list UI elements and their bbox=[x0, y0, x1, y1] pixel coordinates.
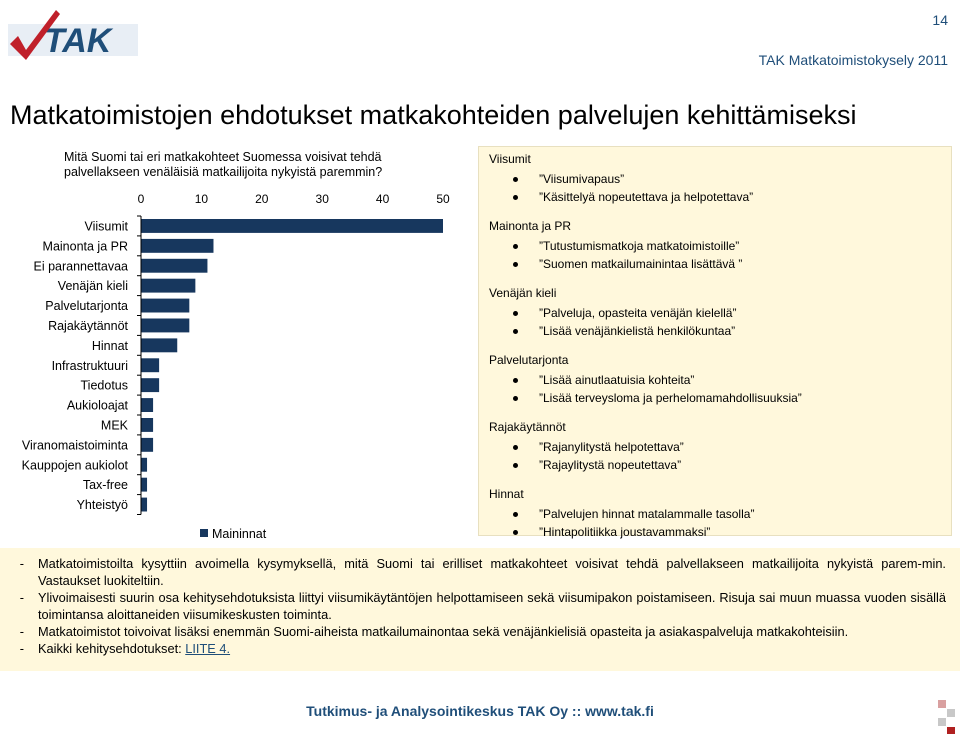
bar bbox=[141, 279, 195, 293]
decor-square bbox=[947, 727, 955, 734]
bar bbox=[141, 398, 153, 412]
category-label: Viranomaistoiminta bbox=[21, 438, 128, 453]
note-item: - Kaikki kehitysehdotukset: LIITE 4. bbox=[19, 641, 231, 656]
survey-name: TAK Matkatoimistokysely 2011 bbox=[758, 52, 948, 68]
bar bbox=[141, 299, 189, 313]
comment-item: ”Suomen matkailumainintaa lisättävä ” bbox=[489, 255, 941, 273]
x-tick-label: 10 bbox=[194, 192, 209, 206]
category-label: Venäjän kieli bbox=[57, 279, 128, 294]
note-item: - Ylivoimaisesti suurin osa kehitysehdotuksista liittyi viisumikäytäntöjen helpottamiseen sekä viisumipakon poistamiseen. Risuja sai muun muassa vuoden sisällä toimintansa aloittaneiden viisumikeskusten toiminta. bbox=[19, 590, 946, 622]
legend-label: Maininnat bbox=[212, 527, 267, 541]
bar bbox=[141, 358, 159, 372]
category-label: MEK bbox=[100, 418, 128, 433]
bar bbox=[141, 458, 147, 472]
decor-square bbox=[938, 700, 946, 708]
comment-section-heading: Palvelutarjonta bbox=[489, 353, 569, 367]
comment-item: ”Lisää ainutlaatuisia kohteita” bbox=[489, 371, 941, 389]
comment-section bbox=[489, 152, 941, 206]
category-label: Tax-free bbox=[82, 478, 128, 493]
comment-item: ”Palvelujen hinnat matalammalle tasolla” bbox=[489, 505, 941, 523]
legend-swatch bbox=[200, 529, 208, 537]
category-label: Aukioloajat bbox=[66, 398, 128, 413]
category-label: Viisumit bbox=[84, 219, 128, 234]
bar bbox=[141, 259, 207, 273]
decor-square bbox=[938, 718, 946, 726]
tak-logo bbox=[4, 6, 144, 64]
comment-section-heading: Viisumit bbox=[489, 152, 531, 166]
comment-section-heading: Mainonta ja PR bbox=[489, 219, 572, 233]
bar bbox=[141, 378, 159, 392]
notes-box bbox=[0, 548, 960, 671]
chart-question: Mitä Suomi tai eri matkakohteet Suomessa voisivat tehdä palvellakseen venäläisiä matkailijoita nykyistä paremmin? bbox=[64, 150, 383, 179]
category-label: Hinnat bbox=[91, 338, 128, 353]
bar bbox=[141, 239, 213, 253]
page-number: 14 bbox=[932, 12, 948, 28]
comment-section bbox=[489, 487, 941, 541]
x-tick-label: 40 bbox=[375, 192, 390, 206]
bar bbox=[141, 319, 189, 333]
bar bbox=[141, 338, 177, 352]
page-title: Matkatoimistojen ehdotukset matkakohteiden palvelujen kehittämiseksi bbox=[10, 100, 857, 130]
comment-section bbox=[489, 286, 941, 340]
category-label: Mainonta ja PR bbox=[42, 239, 128, 254]
category-label: Palvelutarjonta bbox=[45, 299, 128, 314]
comment-item: ”Käsittelyä nopeutettava ja helpotettava” bbox=[489, 188, 941, 206]
comment-item: ”Tutustumismatkoja matkatoimistoille” bbox=[489, 237, 941, 255]
comment-section-heading: Rajakäytännöt bbox=[489, 420, 566, 434]
decor-square bbox=[947, 709, 955, 717]
comment-item: ”Hintapolitiikka joustavammaksi” bbox=[489, 523, 941, 541]
appendix-link[interactable]: LIITE 4. bbox=[185, 641, 231, 656]
comment-item: ”Palveluja, opasteita venäjän kielellä” bbox=[489, 304, 941, 322]
x-tick-label: 30 bbox=[315, 192, 329, 206]
note-item: - Matkatoimistot toivoivat lisäksi enemmän Suomi-aiheista matkailumainontaa sekä venäjänkielisiä opasteita ja asiakaspalveluja matkakohteisiin. bbox=[19, 624, 849, 639]
comment-section-heading: Venäjän kieli bbox=[489, 286, 557, 300]
comment-section bbox=[489, 353, 941, 407]
bar bbox=[141, 219, 443, 233]
category-label: Yhteistyö bbox=[76, 498, 128, 513]
logo-text: TAK bbox=[44, 22, 112, 60]
x-tick-label: 50 bbox=[436, 192, 450, 206]
category-label: Rajakäytännöt bbox=[48, 318, 128, 333]
comment-item: ”Lisää venäjänkielistä henkilökuntaa” bbox=[489, 322, 941, 340]
x-tick-label: 20 bbox=[255, 192, 269, 206]
comment-item: ”Lisää terveysloma ja perhelomamahdollisuuksia” bbox=[489, 389, 941, 407]
footer: Tutkimus- ja Analysointikeskus TAK Oy :: www.tak.fi bbox=[306, 703, 654, 719]
comment-item: ”Rajanylitystä helpotettava” bbox=[489, 438, 941, 456]
comment-section-heading: Hinnat bbox=[489, 487, 524, 501]
category-label: Tiedotus bbox=[80, 378, 128, 393]
comment-section bbox=[489, 219, 941, 273]
category-label: Ei parannettavaa bbox=[33, 259, 128, 274]
comment-item: ”Viisumivapaus” bbox=[489, 170, 941, 188]
comments-box bbox=[478, 146, 952, 539]
comment-section bbox=[489, 420, 941, 474]
bar bbox=[141, 418, 153, 432]
note-item: - Matkatoimistoilta kysyttiin avoimella kysymyksellä, mitä Suomi tai erilliset matkakohteet voisivat tehdä palvellakseen matkailijoita nykyistä parem-min. Vastaukset luokiteltiin. bbox=[19, 556, 946, 588]
category-label: Infrastruktuuri bbox=[51, 358, 128, 373]
x-tick-label: 0 bbox=[137, 192, 145, 206]
category-label: Kauppojen aukiolot bbox=[21, 458, 128, 473]
bar-chart bbox=[0, 186, 470, 551]
bar bbox=[141, 438, 153, 452]
bar bbox=[141, 478, 147, 492]
bar bbox=[141, 498, 147, 512]
comment-item: ”Rajaylitystä nopeutettava” bbox=[489, 456, 941, 474]
